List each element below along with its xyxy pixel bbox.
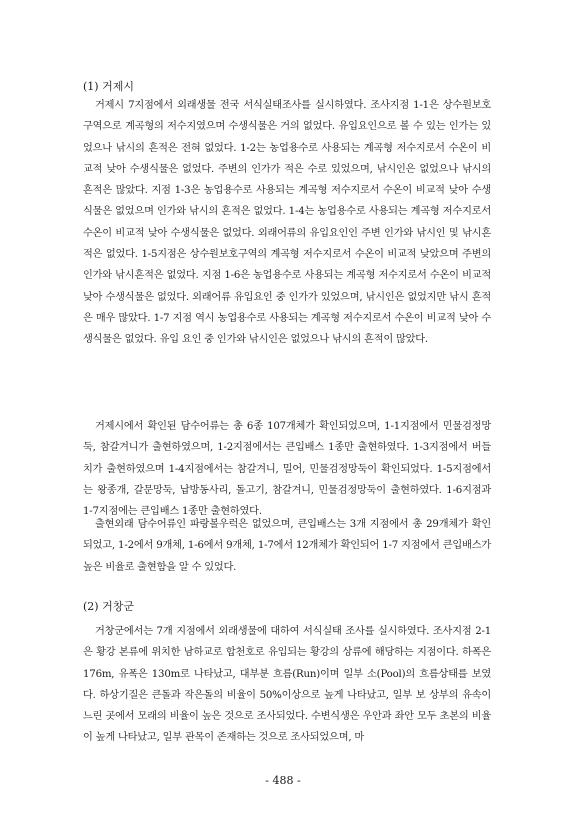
paragraph-geochang-survey: 거창군에서는 7개 지점에서 외래생물에 대하여 서식실태 조사를 실시하였다. 조사지점 2-1은 황강 본류에 위치한 남하교로 합천호로 유입되는 황강의 상류에 해당하는 지점이다. 하폭은 176m, 유폭은 130m로 나타났고, 대부분 흐름(Run)이며 일부 소(Pool)의 흐름상태를 보였다. 하상기질은 큰돌과 작은돌의 비율이 50%이상으로 높게 나타났고, 일부 보 상부의 유속이 느린 곳에서 모래의 비율이 높은 것으로 조사되었다. 수변식생은 우안과 좌안 모두 초본의 비율이 높게 나타났고, 일부 관목이 존재하는 것으로 조사되었으며, 마 <box>83 626 491 744</box>
section-heading-geoje: (1) 거제시 <box>83 80 134 93</box>
page-number: - 488 - <box>265 774 301 787</box>
paragraph-geoje-survey: 거제시 7지점에서 외래생물 전국 서식실태조사를 실시하였다. 조사지점 1-1은 상수원보호구역으로 계곡형의 저수지였으며 수생식물은 거의 없었다. 유입요인으로 볼 수 있는 인가는 있었으나 낚시의 흔적은 전혀 없었다. 1-2는 농업용수로 사용되는 계곡형 저수지로서 수온이 비교적 낮아 수생식물은 없었다. 주변의 인가가 적은 수로 있었으며, 낚시인은 없었으나 낚시의 흔적은 많았다. 지점 1-3은 농업용수로 사용되는 계곡형 저수지로서 수온이 비교적 낮아 수생식물은 없었으며 인가와 낚시의 흔적은 없었다. 1-4는 농업용수로 사용되는 계곡형 저수지로서 수온이 비교적 낮아 수생식물은 없었다. 외래어류의 유입요인인 주변 인가와 낚시인 및 낚시흔적은 없었다. 1-5지점은 상수원보호구역의 계곡형 저수지로서 수온이 비교적 낮았으며 주변의 인가와 낚시흔적은 없었다. 지점 1-6은 농업용수로 사용되는 계곡형 저수지로서 수온이 비교적 낮아 수생식물은 없었다. 외래어류 유입요인 중 인가가 있었으며, 낚시인은 없었지만 낚시 흔적은 매우 많았다. 1-7 지점 역시 농업용수로 사용되는 계곡형 저수지로서 수온이 비교적 낮아 수생식물은 없었다. 유입 요인 중 인가와 낚시인은 없었으나 낚시의 흔적이 많았다. <box>83 100 491 346</box>
paragraph-geoje-invasive: 출현외래 담수어류인 파랑볼우럭은 없었으며, 큰입배스는 3개 지점에서 총 29개체가 확인되었고, 1-2에서 9개체, 1-6에서 9개체, 1-7에서 12개체가 확인되어 1-7 지점에서 큰입배스가 높은 비율로 출현함을 알 수 있었다. <box>83 519 491 573</box>
paragraph-geoje-fish: 거제시에서 확인된 담수어류는 총 6종 107개체가 확인되었으며, 1-1지점에서 민물검정망둑, 참갈겨니가 출현하였으며, 1-2지점에서는 큰입배스 1종만 출현하였다. 1-3지점에서 버들치가 출현하였으며 1-4지점에서는 참갈겨니, 밀어, 민물검정망둑이 확인되었다. 1-5지점에서는 왕종개, 갈문망둑, 납방동사리, 돌고기, 참갈겨니, 민물검정망둑이 출현하였다. 1-6지점과 1-7지점에는 큰입배스 1종만 출현하였다. <box>83 421 491 518</box>
section-heading-geochang: (2) 거창군 <box>83 600 134 613</box>
